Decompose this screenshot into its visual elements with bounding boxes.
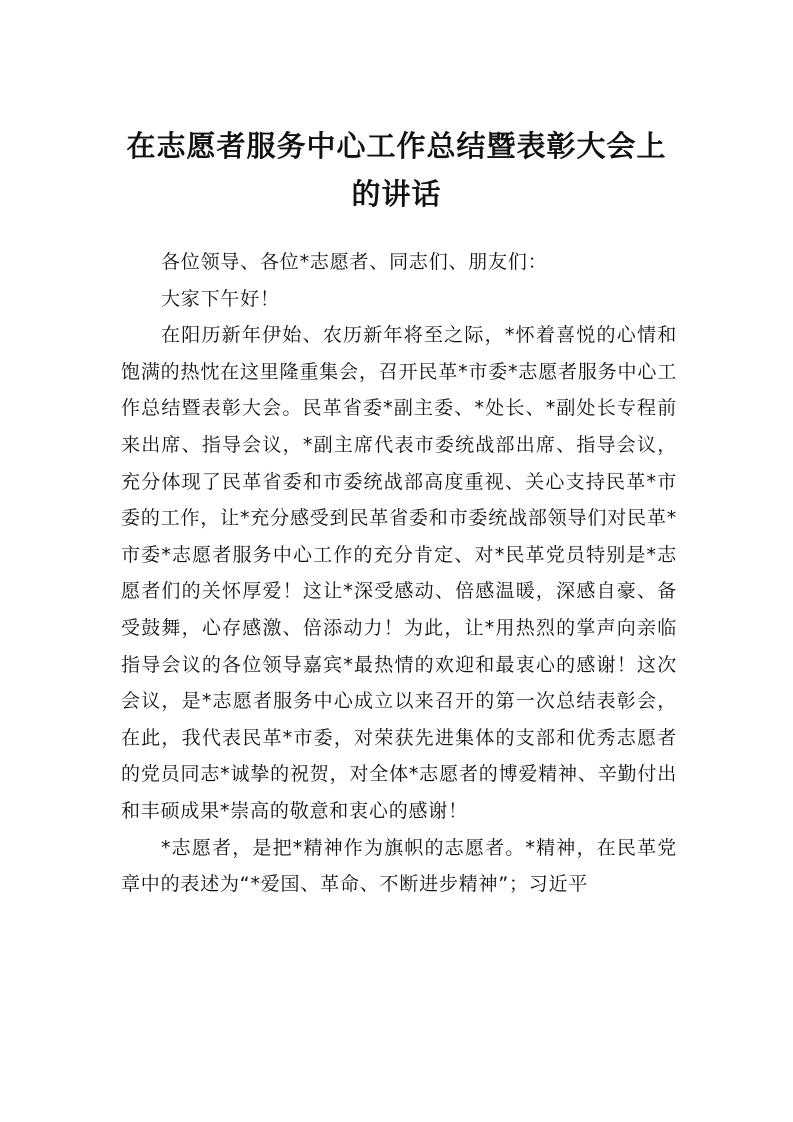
greeting-paragraph: 大家下午好！: [161, 287, 280, 310]
document-body: [121, 244, 677, 903]
document-title-line-2: 的讲话: [351, 177, 442, 211]
body-paragraph: *志愿者，是把*精神作为旗帜的志愿者。*精神，在民革党章中的表述为“*爱国、革命、不断进步精神”；习近平: [121, 836, 677, 896]
salutation-paragraph: 各位领导、各位*志愿者、同志们、朋友们：: [161, 251, 548, 273]
body-paragraph: 在阳历新年伊始、农历新年将至之际，*怀着喜悦的心情和饱满的热忱在这里隆重集会，召开民革*市委*志愿者服务中心工作总结暨表彰大会。民革省委*副主委、*处长、*副处长专程前来出席、指导会议，*副主席代表市委统战部出席、指导会议，充分体现了民革省委和市委统战部高度重视、关心支持民革*市委的工作，让*充分感受到民革省委和市委统战部领导们对民革*市委*志愿者服务中心工作的充分肯定、对*民革党员特别是*志愿者们的关怀厚爱！这让*深受感动、倍感温暖，深感自豪、备受鼓舞，心存感激、倍添动力！为此，让*用热烈的掌声向亲临指导会议的各位领导嘉宾*最热情的欢迎和最衷心的感谢！这次会议，是*志愿者服务中心成立以来召开的第一次总结表彰会，在此，我代表民革*市委，对荣获先进集体的支部和优秀志愿者的党员同志*诚挚的祝贺，对全体*志愿者的博爱精神、辛勤付出和丰硕成果*崇高的敬意和衷心的感谢！: [121, 324, 677, 822]
document-title-line-1: 在志愿者服务中心工作总结暨表彰大会上: [126, 129, 667, 163]
